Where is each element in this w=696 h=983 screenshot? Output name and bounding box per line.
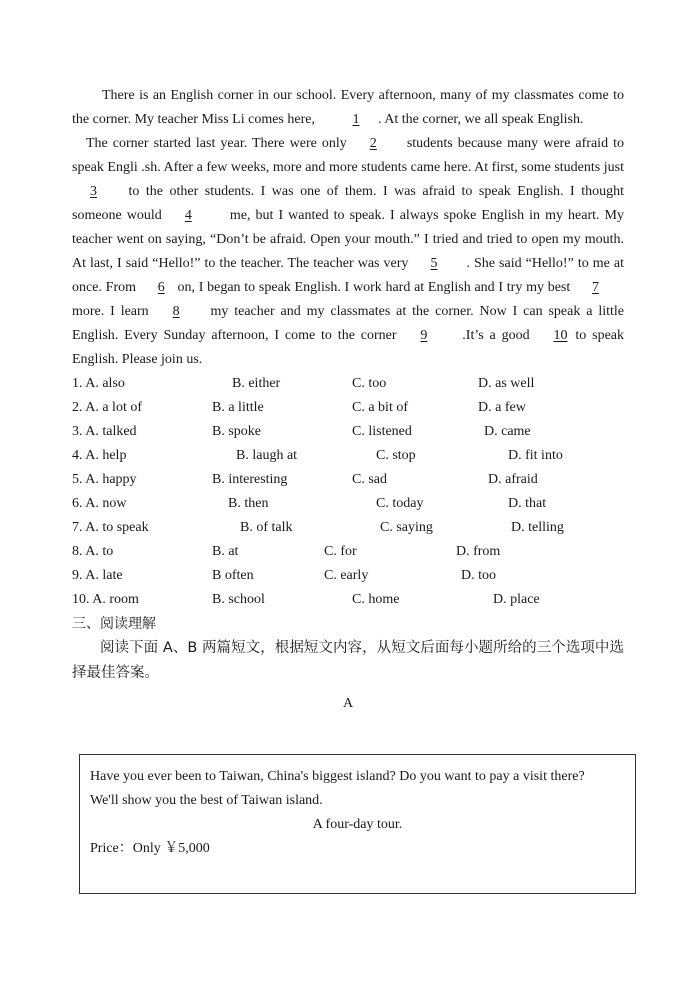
option-row-10 <box>72 588 624 612</box>
ad-line-3: A four-day tour. <box>312 817 403 832</box>
blank-3: 3 <box>90 184 97 199</box>
option-b: B. a little <box>212 400 264 415</box>
option-row-6 <box>72 492 624 516</box>
option-a: 6. A. now <box>72 496 127 511</box>
passage-a-label: A <box>342 696 354 711</box>
option-d: D. afraid <box>488 472 538 487</box>
option-a: 2. A. a lot of <box>72 400 142 415</box>
option-row-9 <box>72 564 624 588</box>
passage-text: . She said “Hello!” to me at once. From <box>72 256 625 295</box>
passage-text: There is an English corner in our school. Every afternoon, many of my classmates come to the corner. My teacher Miss Li comes here, <box>72 88 624 127</box>
option-b: B. school <box>212 592 265 607</box>
ad-line-2: We'll show you the best of Taiwan island. <box>90 793 323 808</box>
option-row-2 <box>72 396 624 420</box>
option-c: C. sad <box>352 472 387 487</box>
option-d: D. too <box>461 568 496 583</box>
passage-text: .It’s a good <box>456 328 536 343</box>
section-instruction: 阅读下面 A、B 两篇短文，根据短文内容，从短文后面每小题所给的三个选项中选择最佳答案。 <box>72 640 624 681</box>
option-a: 4. A. help <box>72 448 127 463</box>
option-c: C. saying <box>380 520 433 535</box>
blank-9: 9 <box>420 328 428 343</box>
option-d: D. came <box>484 424 531 439</box>
option-a: 9. A. late <box>72 568 123 583</box>
blank-4: 4 <box>184 208 192 223</box>
passage-text: The corner started last year. There were only <box>86 136 352 151</box>
cloze-paragraph-2 <box>72 132 624 372</box>
option-d: D. place <box>493 592 540 607</box>
passage-text: more. I learn <box>72 304 155 319</box>
blank-1: 1 <box>352 112 360 127</box>
passage-text: my teacher and my classmates at the corner. Now I can speak a little English. Every Sunday afternoon, I come to the corner <box>72 304 624 343</box>
options-list <box>72 372 624 612</box>
option-row-7 <box>72 516 624 540</box>
option-c: C. early <box>324 568 369 583</box>
option-c: C. too <box>352 376 387 391</box>
option-a: 8. A. to <box>72 544 114 559</box>
option-row-8 <box>72 540 624 564</box>
option-d: D. that <box>508 496 547 511</box>
option-b: B. interesting <box>212 472 288 487</box>
option-b: B often <box>212 568 254 583</box>
option-a: 1. A. also <box>72 376 125 391</box>
worksheet-page <box>72 84 624 716</box>
option-a: 3. A. talked <box>72 424 137 439</box>
option-d: D. telling <box>511 520 564 535</box>
option-b: B. of talk <box>240 520 293 535</box>
option-b: B. then <box>228 496 269 511</box>
section-heading: 三、阅读理解 <box>72 616 156 632</box>
option-c: C. a bit of <box>352 400 408 415</box>
option-row-1 <box>72 372 624 396</box>
passage-text: to the other students. I was one of them. I was afraid to speak English. I thought someone would <box>72 184 624 223</box>
option-b: B. spoke <box>212 424 261 439</box>
option-c: C. today <box>376 496 424 511</box>
option-b: B. at <box>212 544 239 559</box>
option-row-5 <box>72 468 624 492</box>
option-c: C. for <box>324 544 357 559</box>
option-b: B. laugh at <box>236 448 298 463</box>
option-c: C. listened <box>352 424 412 439</box>
option-c: C. stop <box>376 448 416 463</box>
blank-6: 6 <box>157 280 165 295</box>
option-d: D. as well <box>478 376 535 391</box>
ad-price: Price：Only ￥5,000 <box>90 841 210 856</box>
ad-line-1: Have you ever been to Taiwan, China's biggest island? Do you want to pay a visit there? <box>90 769 585 784</box>
blank-10: 10 <box>553 328 568 343</box>
option-a: 5. A. happy <box>72 472 137 487</box>
option-d: D. fit into <box>508 448 563 463</box>
option-a: 10. A. room <box>72 592 139 607</box>
cloze-paragraph-1 <box>72 84 624 132</box>
blank-2: 2 <box>369 136 377 151</box>
option-b: B. either <box>232 376 281 391</box>
option-a: 7. A. to speak <box>72 520 149 535</box>
passage-text: on, I began to speak English. I work hard at English and I try my best <box>173 280 575 295</box>
ad-box <box>79 754 636 894</box>
passage-text: students because many were afraid to speak Engli .sh. After a few weeks, more and more students came here. At first, some students just <box>72 136 624 175</box>
passage-text: . At the corner, we all speak English. <box>374 112 584 127</box>
passage-text: to speak English. Please join us. <box>72 328 625 367</box>
blank-5: 5 <box>430 256 438 271</box>
option-row-4 <box>72 444 624 468</box>
blank-8: 8 <box>172 304 180 319</box>
option-d: D. a few <box>478 400 526 415</box>
passage-text: me, but I wanted to speak. I always spoke English in my heart. My teacher went on saying, “Don’t be afraid. Open your mouth.” I tried and tried to open my mouth. At last, I said “Hello!” to the teacher. The teacher was very <box>72 208 624 271</box>
option-row-3 <box>72 420 624 444</box>
blank-7: 7 <box>592 280 600 295</box>
option-d: D. from <box>456 544 501 559</box>
option-c: C. home <box>352 592 400 607</box>
